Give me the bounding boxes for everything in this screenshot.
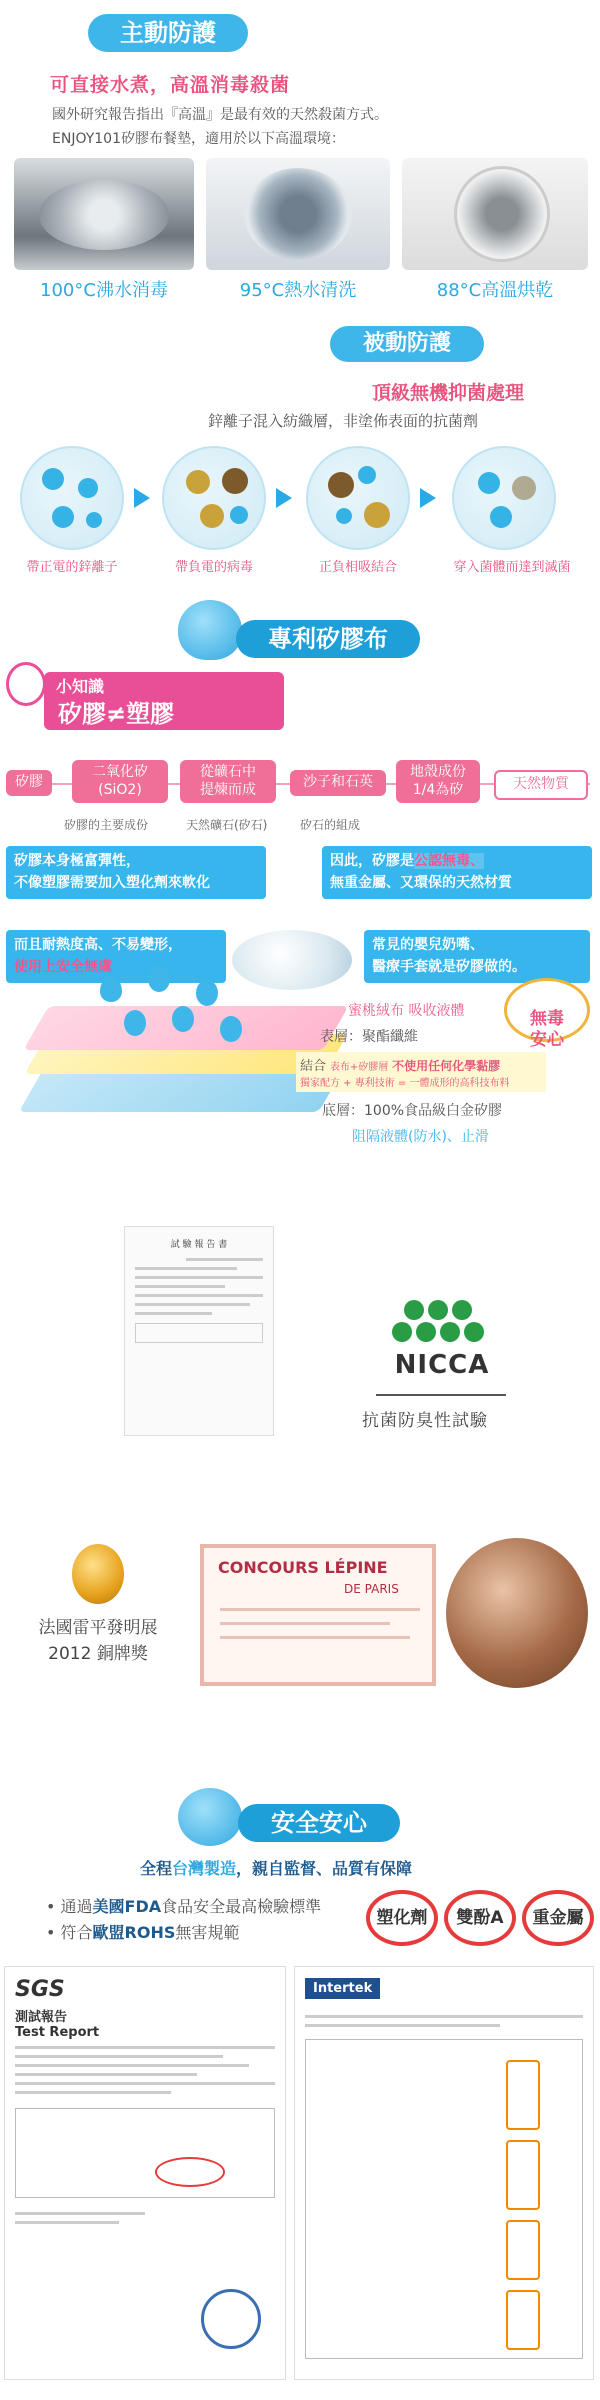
no-bpa-label: 雙酚A bbox=[456, 1908, 504, 1928]
chain-sio2: 二氧化矽 (SiO2) bbox=[72, 760, 168, 803]
layer-label-4: 底層：100%食品級白金矽膠 bbox=[322, 1103, 503, 1119]
arrow-right-2 bbox=[276, 488, 292, 508]
label-virus: 帶負電的病毒 bbox=[174, 560, 253, 575]
no-plasticizer-icon bbox=[366, 1890, 438, 1946]
label-combine: 正負相吸結合 bbox=[318, 560, 397, 575]
knowledge-headline: 矽膠≠塑膠 bbox=[58, 700, 175, 728]
chain-note-3: 矽石的組成 bbox=[300, 818, 361, 832]
arrow-right-3 bbox=[420, 488, 436, 508]
safe-sub-b: 台灣製造 bbox=[172, 1859, 237, 1878]
section-title-safe bbox=[238, 1804, 400, 1842]
label-kill: 穿入菌體而達到滅菌 bbox=[453, 560, 571, 575]
layer-3-nochem: 不使用任何化學黏膠 bbox=[392, 1059, 501, 1073]
layer-label-5: 阻隔液體(防水)、止滑 bbox=[352, 1129, 489, 1145]
layer-3-combine: 結合 bbox=[300, 1059, 327, 1074]
nontoxic-badge bbox=[504, 978, 590, 1050]
section-title-active bbox=[88, 14, 248, 52]
bullet-rohs-a: 符合 bbox=[60, 1923, 93, 1942]
bubble-nontoxic bbox=[322, 846, 592, 899]
safe-subtitle bbox=[140, 1856, 412, 1879]
bronze-medal-icon bbox=[72, 1544, 124, 1604]
photo-dryer bbox=[402, 158, 588, 270]
chain-ore: 從礦石中 提煉而成 bbox=[180, 760, 276, 803]
bubble-heat-a: 而且耐熱度高、不易變形， bbox=[14, 937, 182, 953]
desc-line-1: 國外研究報告指出『高溫』是最有效的天然殺菌方式。 bbox=[52, 107, 388, 123]
bullet-fda-a: 通過 bbox=[60, 1897, 93, 1916]
bullet-fda: • 通過美國FDA食品安全最高檢驗標準 bbox=[46, 1897, 322, 1916]
sgs-report-doc bbox=[4, 1966, 286, 2380]
nontoxic-badge-text: 無毒 安心 bbox=[530, 1009, 564, 1050]
section-title-active-text: 主動防護 bbox=[120, 19, 216, 47]
lightbulb-icon bbox=[6, 662, 46, 706]
photo-boiling-pot bbox=[14, 158, 194, 270]
safe-sub-a: 全程 bbox=[140, 1859, 173, 1878]
test-report-doc bbox=[124, 1226, 274, 1436]
section-title-patent bbox=[236, 620, 420, 658]
caption-wash: 95°C熱水清洗 bbox=[239, 280, 357, 301]
intertek-logo: Intertek bbox=[305, 1978, 380, 1999]
knowledge-banner bbox=[44, 672, 284, 730]
arrow-right-1 bbox=[134, 488, 150, 508]
safe-sub-c: ，親自監督、品質有保障 bbox=[236, 1859, 413, 1878]
test-report-title: 試 驗 報 告 書 bbox=[170, 1240, 228, 1250]
caption-boil: 100°C沸水消毒 bbox=[40, 280, 168, 301]
cert-title: CONCOURS LÉPINE bbox=[218, 1558, 388, 1577]
water-drops bbox=[100, 966, 300, 1046]
nicca-logo bbox=[382, 1300, 502, 1380]
bullet-rohs-c: 無害規範 bbox=[175, 1923, 240, 1942]
chain-note-2: 天然礦石(矽石) bbox=[186, 818, 268, 832]
knowledge-label: 小知識 bbox=[56, 677, 105, 696]
mascot-icon bbox=[178, 600, 242, 660]
circle-virus bbox=[162, 446, 266, 550]
nicca-caption: 抗菌防臭性試驗 bbox=[362, 1411, 488, 1431]
layer-3-sub: 表布+矽膠層 bbox=[329, 1062, 389, 1073]
section-title-passive bbox=[330, 326, 484, 362]
layer-label-2: 表層：聚酯纖維 bbox=[320, 1029, 418, 1045]
chain-crust: 地殼成份 1/4為矽 bbox=[396, 760, 480, 803]
bubble-pacifier bbox=[364, 930, 590, 983]
sgs-title: 測試報告 Test Report bbox=[15, 2010, 100, 2040]
bubble-heat-b: 使用上安全無虞 bbox=[14, 959, 112, 976]
chain-sand: 沙子和石英 bbox=[290, 770, 386, 796]
no-heavy-metal-label: 重金屬 bbox=[532, 1908, 584, 1928]
section-title-patent-text: 專利矽膠布 bbox=[268, 625, 388, 653]
cert-sub: DE PARIS bbox=[344, 1582, 399, 1596]
caption-dry: 88°C高溫烘乾 bbox=[436, 280, 554, 301]
bubble-pacifier-a: 常見的嬰兒奶嘴、 bbox=[372, 937, 484, 953]
label-zinc-ion: 帶正電的鋅離子 bbox=[26, 560, 118, 575]
mascot-icon-2 bbox=[178, 1788, 242, 1846]
section-title-passive-text: 被動防護 bbox=[362, 331, 451, 356]
bullet-rohs-b: 歐盟ROHS bbox=[92, 1923, 176, 1942]
bubble-nontoxic-c: 無重金屬、又環保的天然材質 bbox=[330, 875, 512, 892]
subtitle-boil: 可直接水煮，高溫消毒殺菌 bbox=[50, 74, 291, 96]
no-bpa-icon bbox=[444, 1890, 516, 1946]
desc-zinc bbox=[208, 410, 478, 431]
bubble-pacifier-b: 醫療手套就是矽膠做的。 bbox=[372, 959, 526, 976]
bullet-rohs: • 符合歐盟ROHS無害規範 bbox=[46, 1923, 240, 1942]
section-title-safe-text: 安全安心 bbox=[271, 1809, 367, 1837]
bullet-fda-c: 食品安全最高檢驗標準 bbox=[161, 1897, 322, 1916]
award-text: 法國雷平發明展 2012 銅牌獎 bbox=[38, 1618, 158, 1664]
lepine-certificate bbox=[200, 1544, 436, 1686]
chain-silicone: 矽膠 bbox=[6, 770, 52, 796]
bubble-nontoxic-a: 因此，矽膠是 bbox=[330, 853, 414, 869]
nicca-wordmark: NICCA bbox=[394, 1350, 490, 1380]
circle-kill bbox=[452, 446, 556, 550]
circle-combine bbox=[306, 446, 410, 550]
intertek-report-doc bbox=[294, 1966, 594, 2380]
layer-label-1: 蜜桃絨布 吸收液體 bbox=[348, 1003, 465, 1019]
nicca-divider bbox=[376, 1394, 506, 1396]
photo-washing-machine bbox=[206, 158, 390, 270]
chain-note-1: 矽膠的主要成份 bbox=[64, 818, 149, 832]
chain-natural: 天然物質 bbox=[494, 770, 588, 800]
desc-line-2: ENJOY101矽膠布餐墊，適用於以下高溫環境： bbox=[52, 131, 345, 147]
sgs-logo: SGS bbox=[15, 1977, 65, 2002]
subtitle-antibacterial: 頂級無機抑菌處理 bbox=[372, 382, 525, 404]
desc-zinc-text: 鋅離子混入紡織層，非塗佈表面的抗菌劑 bbox=[208, 412, 479, 430]
no-plasticizer-label: 塑化劑 bbox=[376, 1908, 428, 1928]
bullet-fda-b: 美國FDA bbox=[92, 1897, 162, 1916]
bubble-nontoxic-b: 公認無毒、 bbox=[414, 853, 484, 869]
no-heavy-metal-icon bbox=[522, 1890, 594, 1946]
bronze-medal-photo bbox=[446, 1538, 588, 1688]
layer-3-tech: 獨家配方 + 專利技術 = 一體成形的高科技布料 bbox=[300, 1078, 510, 1089]
bubble-elastic: 矽膠本身極富彈性， 不像塑膠需要加入塑化劑來軟化 bbox=[6, 846, 266, 899]
layer-label-3 bbox=[296, 1052, 546, 1092]
circle-zinc-ion bbox=[20, 446, 124, 550]
